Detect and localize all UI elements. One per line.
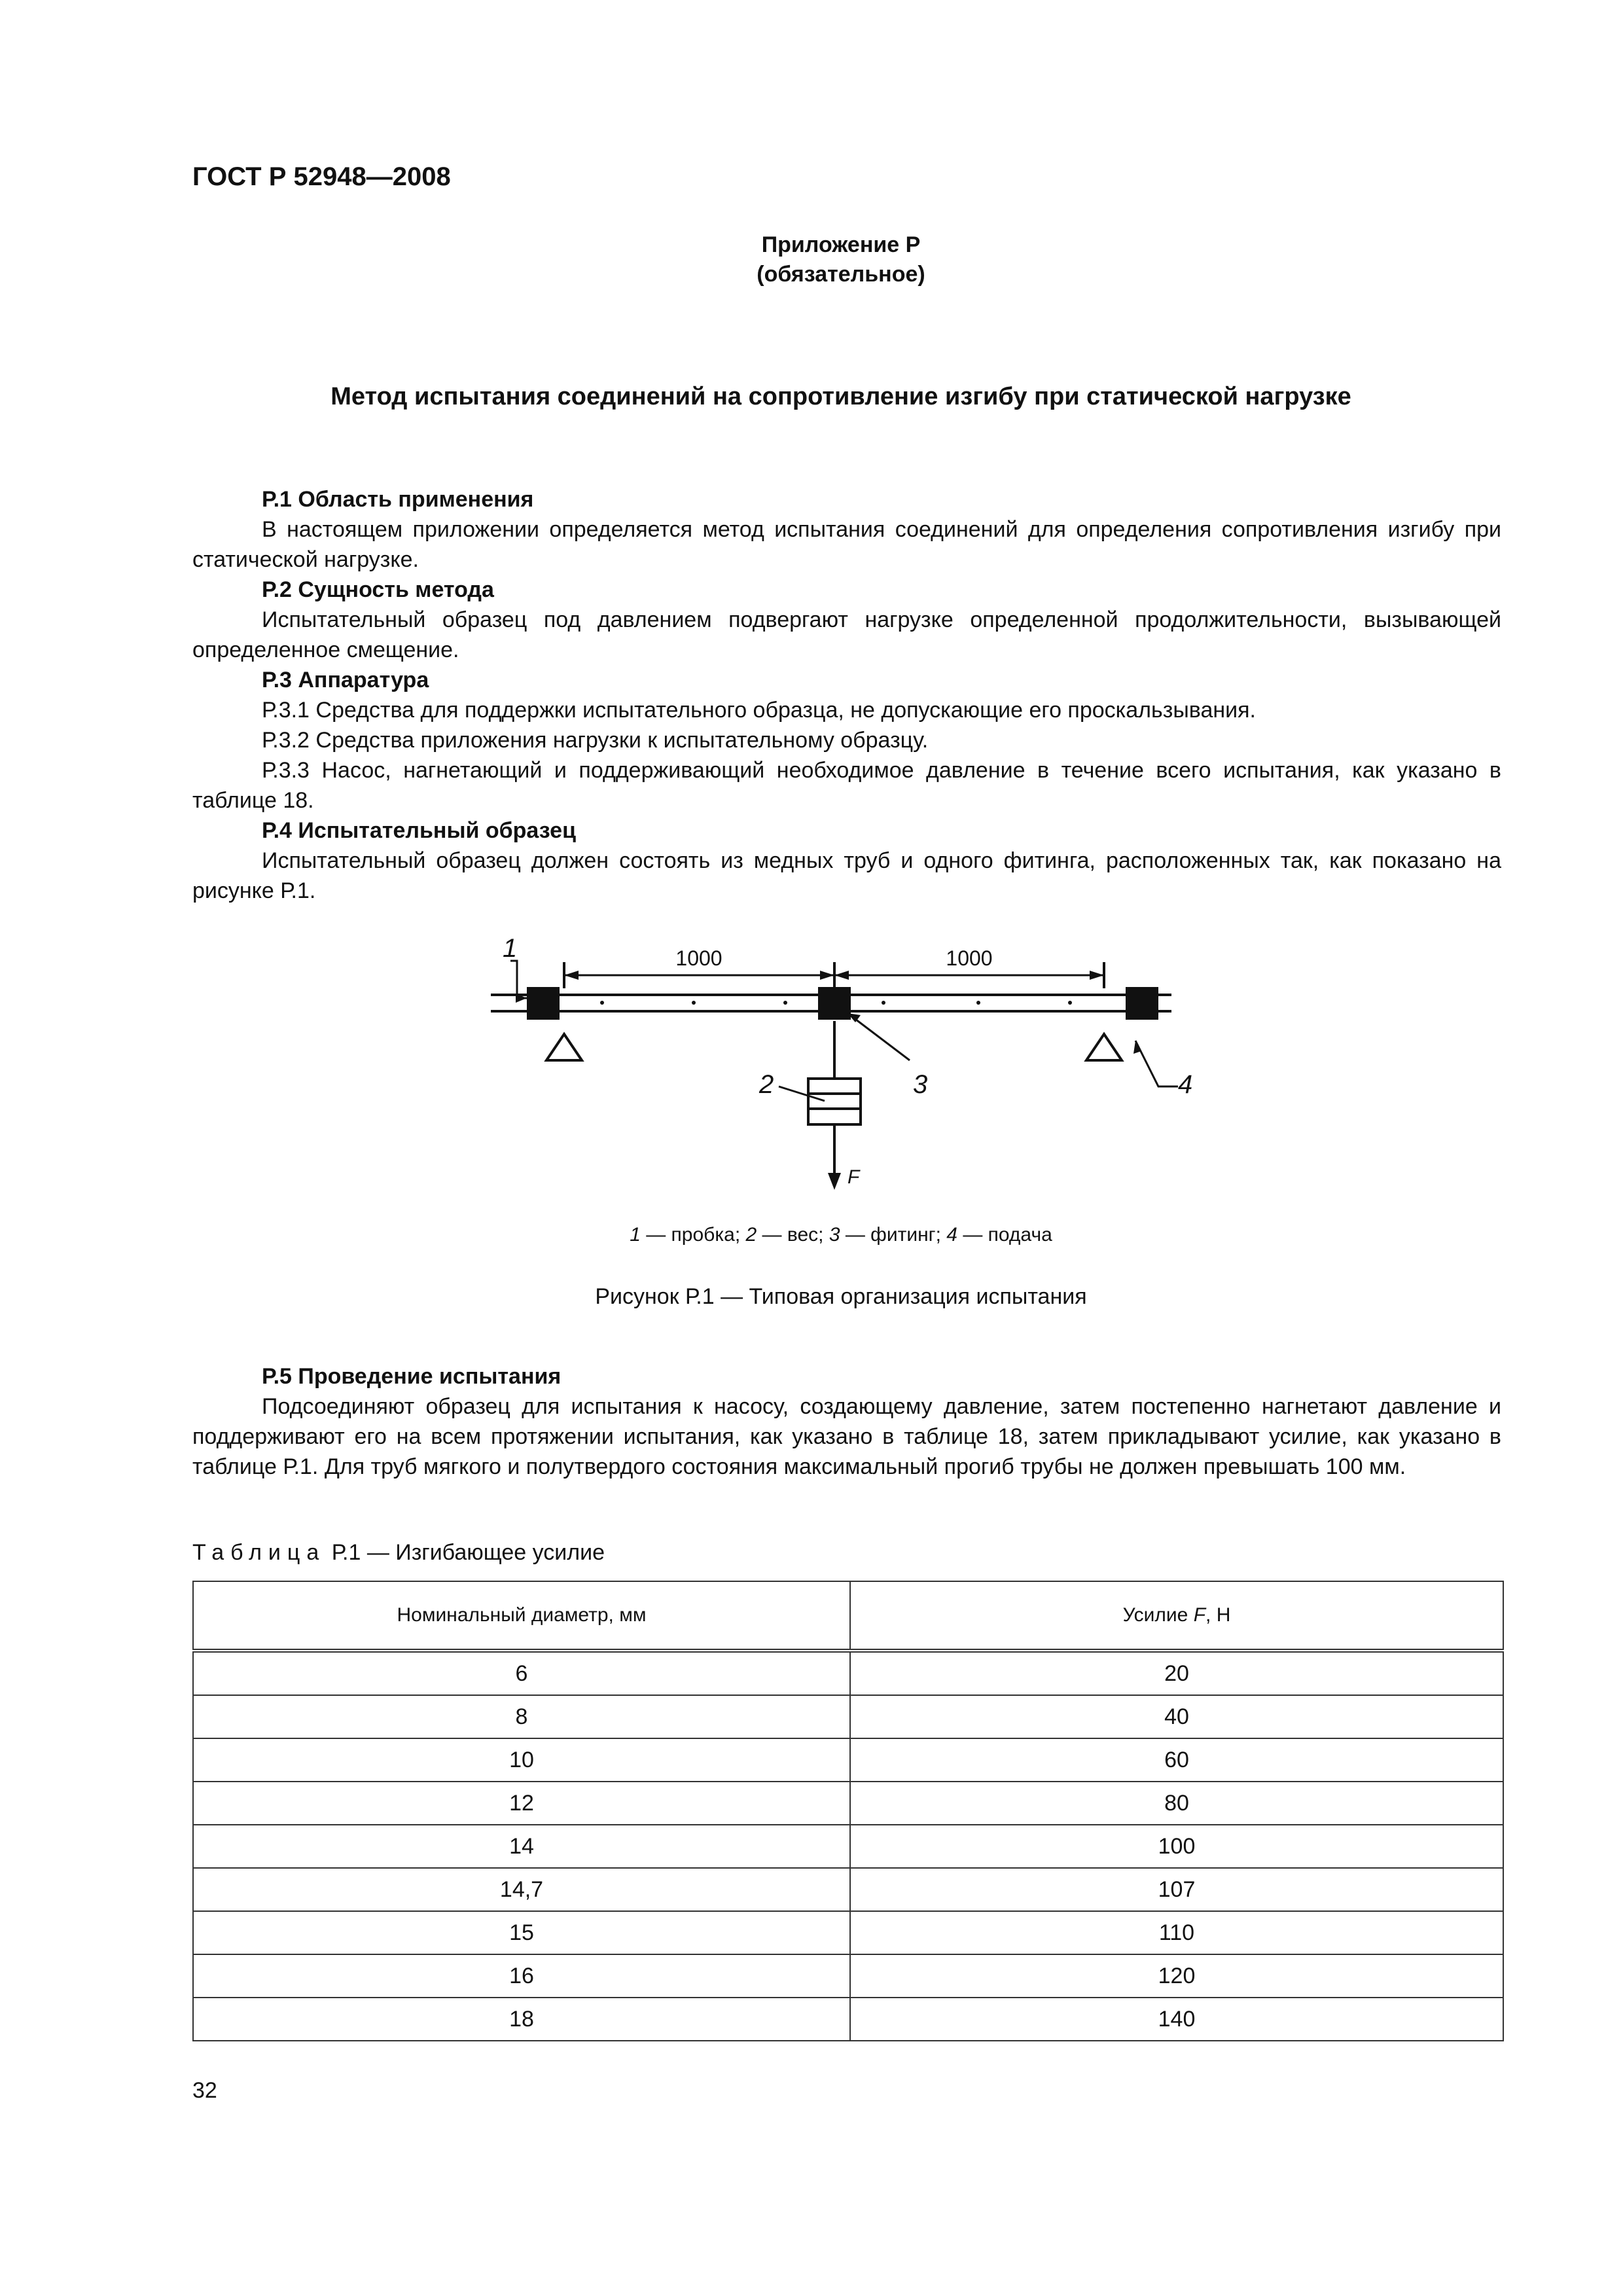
section-heading: Р.2 Сущность метода <box>262 577 494 602</box>
section-heading: Р.1 Область применения <box>262 487 534 512</box>
section-paragraph: Испытательный образец должен состоять из медных труб и одного фитинга, расположенных так, как показано на рисунке Р.1. <box>192 848 1501 903</box>
section-item: Р.3.3 Насос, нагнетающий и поддерживающий необходимое давление в течение всего испытания, как указано в таблице 18. <box>192 758 1501 813</box>
table-row <box>193 1998 1503 2041</box>
section-heading: Р.4 Испытательный образец <box>262 818 576 843</box>
force-cell: 40 <box>850 1695 1503 1738</box>
document-id: ГОСТ Р 52948—2008 <box>192 162 451 191</box>
force-cell: 80 <box>850 1782 1503 1825</box>
figure-caption: Рисунок Р.1 — Типовая организация испытания <box>595 1284 1087 1309</box>
diameter-cell: 16 <box>193 1954 850 1998</box>
force-cell: 20 <box>850 1651 1503 1695</box>
legend-text: — вес; <box>757 1224 829 1246</box>
section-paragraph: Подсоединяют образец для испытания к насосу, создающему давление, затем постепенно нагнетают давление и поддерживают его на всем протяжении испытания, как указано в таблице 18, затем прикладывают усилие, как указано в таблице Р.1. Для труб мягкого и полутвердого состояния максимальный прогиб трубы не должен превышать 100 мм. <box>192 1394 1501 1479</box>
section-paragraph: В настоящем приложении определяется метод испытания соединений для определения сопротивления изгибу при статической нагрузке. <box>192 517 1501 572</box>
dimension-label: 1000 <box>675 946 722 970</box>
dimension-label: 1000 <box>946 946 993 970</box>
leader-4 <box>1135 1041 1178 1086</box>
table-row <box>193 1651 1503 1695</box>
force-cell: 60 <box>850 1738 1503 1782</box>
diameter-cell: 12 <box>193 1782 850 1825</box>
legend-text: — пробка; <box>640 1224 746 1246</box>
legend-text: — подача <box>957 1224 1052 1246</box>
section-item: Р.3.2 Средства приложения нагрузки к испытательному образцу. <box>262 728 929 753</box>
plug-block <box>527 987 560 1020</box>
support-triangle <box>1086 1034 1122 1060</box>
callout-label: 2 <box>759 1070 774 1099</box>
main-title: Метод испытания соединений на сопротивление изгибу при статической нагрузке <box>330 383 1351 410</box>
diameter-cell: 14 <box>193 1825 850 1868</box>
table-row <box>193 1738 1503 1782</box>
force-cell: 107 <box>850 1868 1503 1911</box>
body-sections <box>192 484 1501 906</box>
table-caption-prefix: Таблица <box>192 1540 326 1565</box>
force-label: F <box>847 1166 860 1188</box>
legend-text: — фитинг; <box>840 1224 947 1246</box>
table-header-row <box>193 1581 1503 1651</box>
test-setup-figure <box>491 929 1237 1191</box>
section-item: Р.3.1 Средства для поддержки испытательного образца, не допускающие его проскальзывания. <box>262 698 1256 723</box>
legend-number: 4 <box>946 1224 957 1246</box>
legend-number: 1 <box>630 1224 641 1246</box>
table-row <box>193 1782 1503 1825</box>
page-number: 32 <box>192 2078 217 2103</box>
force-cell: 120 <box>850 1954 1503 1998</box>
diameter-cell: 10 <box>193 1738 850 1782</box>
section-5 <box>192 1361 1501 1482</box>
annex-title: Приложение Р <box>761 232 921 257</box>
diameter-cell: 6 <box>193 1651 850 1695</box>
force-cell: 100 <box>850 1825 1503 1868</box>
table-row <box>193 1695 1503 1738</box>
diameter-cell: 18 <box>193 1998 850 2041</box>
callout-label: 3 <box>913 1070 928 1099</box>
feed-block <box>1126 987 1158 1020</box>
figure-legend <box>0 1224 1623 1246</box>
support-triangle <box>546 1034 582 1060</box>
diameter-cell: 8 <box>193 1695 850 1738</box>
diameter-cell: 14,7 <box>193 1868 850 1911</box>
legend-number: 2 <box>745 1224 757 1246</box>
force-cell: 110 <box>850 1911 1503 1954</box>
table-row <box>193 1911 1503 1954</box>
force-cell: 140 <box>850 1998 1503 2041</box>
diameter-cell: 15 <box>193 1911 850 1954</box>
section-paragraph: Испытательный образец под давлением подвергают нагрузке определенной продолжительности, вызывающей определенное смещение. <box>192 607 1501 662</box>
table-row <box>193 1954 1503 1998</box>
leader-1 <box>510 961 527 998</box>
callout-label: 1 <box>503 934 518 963</box>
table-caption <box>192 1540 605 1566</box>
column-header-diameter: Номинальный диаметр, мм <box>193 1581 850 1651</box>
section-heading: Р.3 Аппаратура <box>262 668 429 692</box>
weight-block <box>808 1079 861 1124</box>
legend-number: 3 <box>829 1224 840 1246</box>
table-row <box>193 1868 1503 1911</box>
annex-status: (обязательное) <box>757 262 925 287</box>
fitting-block <box>818 987 851 1020</box>
column-header-force: Усилие F, Н <box>850 1581 1503 1651</box>
section-heading: Р.5 Проведение испытания <box>262 1364 562 1389</box>
table-caption-text: Р.1 — Изгибающее усилие <box>325 1540 605 1565</box>
table-row <box>193 1825 1503 1868</box>
callout-label: 4 <box>1178 1070 1193 1099</box>
bending-force-table <box>192 1581 1504 2041</box>
